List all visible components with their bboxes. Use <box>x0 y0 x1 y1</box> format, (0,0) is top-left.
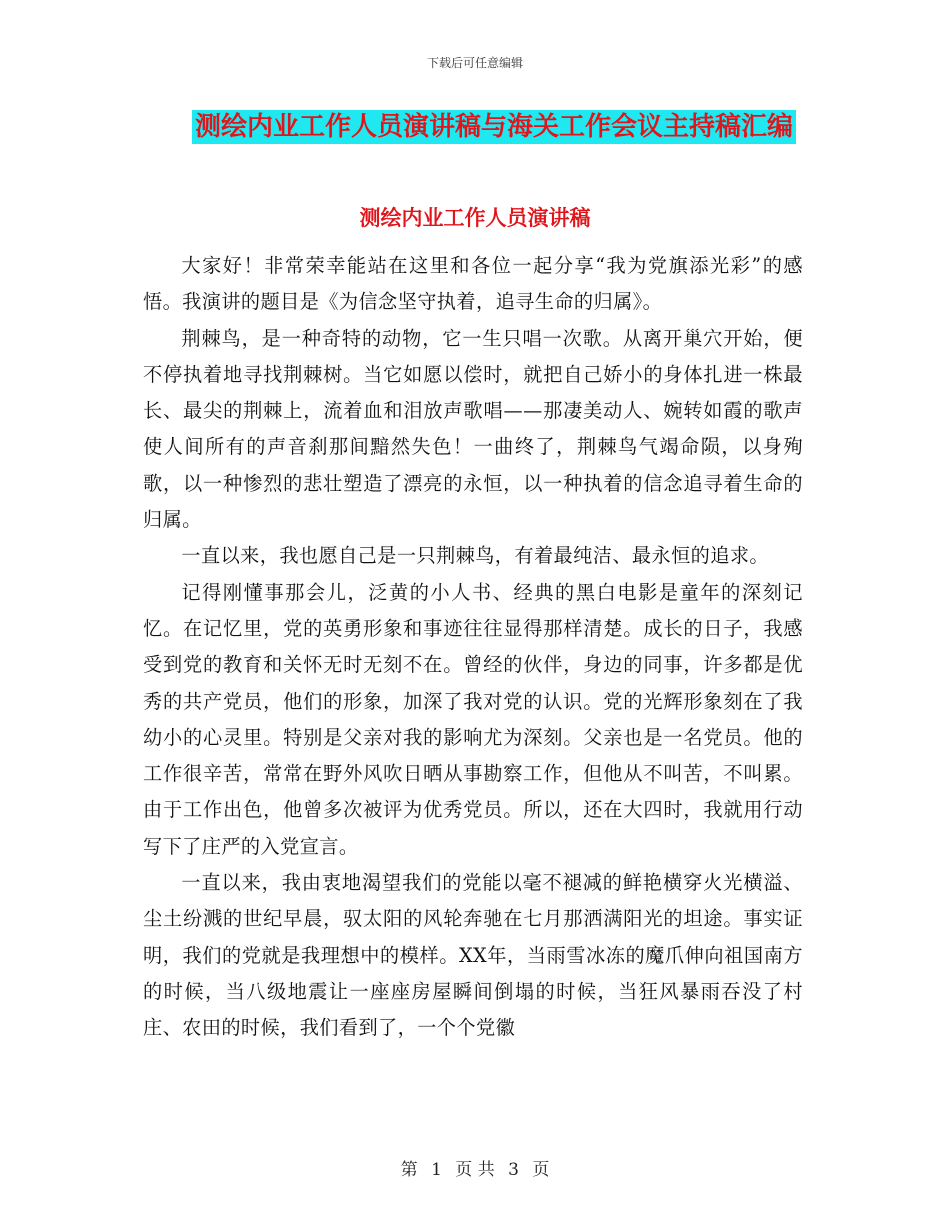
total-page-number: 3 <box>508 1160 519 1180</box>
page-number-middle: 页 共 <box>455 1160 495 1180</box>
header-note: 下载后可任意编辑 <box>426 56 523 70</box>
document-body <box>143 248 803 1047</box>
current-page-number: 1 <box>431 1160 442 1180</box>
document-title-container <box>192 110 804 146</box>
paragraph: 大家好！非常荣幸能站在这里和各位一起分享“我为党旗添光彩”的感悟。我演讲的题目是《为信念坚守执着，追寻生命的归属》。 <box>143 254 803 314</box>
page-number-footer <box>0 1155 950 1180</box>
section-title: 测绘内业工作人员演讲稿 <box>359 206 591 230</box>
document-title: 测绘内业工作人员演讲稿与海关工作会议主持稿汇编 <box>192 110 796 144</box>
page-number-prefix: 第 <box>400 1160 418 1180</box>
paragraph: 一直以来，我也愿自己是一只荆棘鸟，有着最纯洁、最永恒的追求。 <box>181 544 770 568</box>
paragraph: 一直以来，我由衷地渴望我们的党能以毫不褪减的鲜艳横穿火光横溢、尘土纷溅的世纪早晨，驭太阳的风轮奔驰在七月那洒满阳光的坦途。事实证明，我们的党就是我理想中的模样。XX年，当雨雪冰冻的魔爪伸向祖国南方的时候，当八级地震让一座座房屋瞬间倒塌的时候，当狂风暴雨吞没了村庄、农田的时候，我们看到了，一个个党徽 <box>143 871 803 1040</box>
paragraph: 荆棘鸟，是一种奇特的动物，它一生只唱一次歌。从离开巢穴开始，便不停执着地寻找荆棘树。当它如愿以偿时，就把自己娇小的身体扎进一株最长、最尖的荆棘上，流着血和泪放声歌唱——那凄美动人、婉转如霞的歌声使人间所有的声音刹那间黯然失色！一曲终了，荆棘鸟气竭命陨，以身殉歌，以一种惨烈的悲壮塑造了漂亮的永恒，以一种执着的信念追寻着生命的归属。 <box>143 326 803 532</box>
paragraph: 记得刚懂事那会儿，泛黄的小人书、经典的黑白电影是童年的深刻记忆。在记忆里，党的英勇形象和事迹往往显得那样清楚。成长的日子，我感受到党的教育和关怀无时无刻不在。曾经的伙伴，身边的同事，许多都是优秀的共产党员，他们的形象，加深了我对党的认识。党的光辉形象刻在了我幼小的心灵里。特别是父亲对我的影响尤为深刻。父亲也是一名党员。他的工作很辛苦，常常在野外风吹日晒从事勘察工作，但他从不叫苦，不叫累。由于工作出色，他曾多次被评为优秀党员。所以，还在大四时，我就用行动写下了庄严的入党宣言。 <box>143 580 803 858</box>
page-number-suffix: 页 <box>532 1160 550 1180</box>
